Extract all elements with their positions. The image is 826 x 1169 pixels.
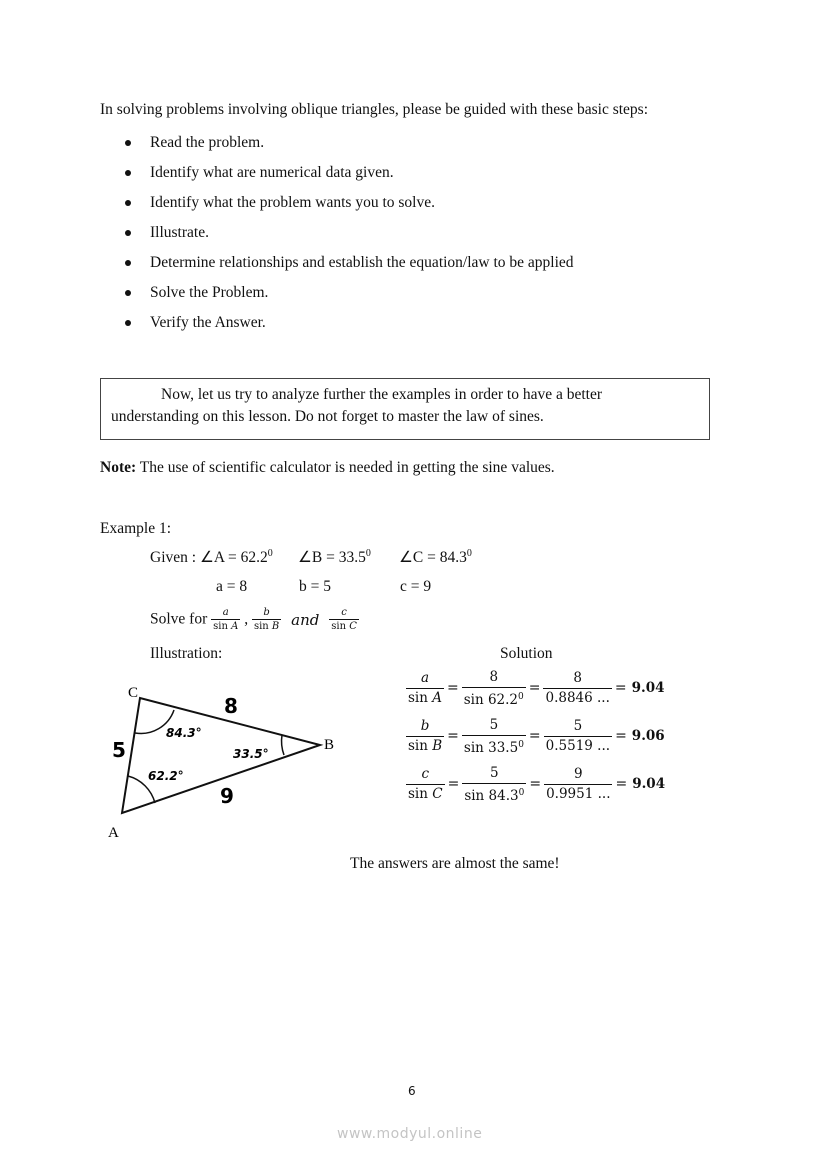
- angle-c-given: ∠C = $84.3^0$: [399, 548, 472, 566]
- side-ab-label: 9: [220, 784, 234, 808]
- side-a-given: a = 8: [216, 578, 248, 595]
- note-label: Note:: [100, 459, 137, 476]
- fraction-a-sinA: $\frac{a}{\text{sin A}}$: [213, 607, 239, 632]
- angle-a-label: 62.2°: [148, 769, 184, 783]
- illustration-label: Illustration:: [150, 645, 223, 662]
- fraction-c-sinC: $\frac{c}{\text{sin C}}$: [331, 607, 357, 632]
- solution-block: [408, 664, 665, 808]
- page-number: 6: [408, 1084, 416, 1098]
- solution-heading: Solution: [500, 645, 553, 662]
- watermark: www.modyul.online: [337, 1126, 483, 1142]
- steps-list: [100, 131, 574, 341]
- list-item: Verify the Answer.: [100, 311, 574, 341]
- list-item: Illustrate.: [100, 221, 574, 251]
- answer-value: 9.06: [631, 728, 665, 744]
- angle-a-value: ∠A = 62.2: [199, 549, 268, 566]
- list-item: Solve the Problem.: [100, 281, 574, 311]
- list-item: Read the problem.: [100, 131, 574, 161]
- list-item: Identify what the problem wants you to solve.: [100, 191, 574, 221]
- bullet-icon: [125, 230, 131, 236]
- solution-row: $\frac{c}{\text{sin C}}$ = $\frac{5}{\sin 84.3^0}$ = $\frac{9}{0.9951 ...}$ = 9.04: [408, 764, 666, 804]
- callout-line-1: Now, let us try to analyze further the examples in order to have a better: [161, 386, 603, 403]
- triangle-illustration: [100, 675, 340, 845]
- note-text: The use of scientific calculator is needed in getting the sine values.: [136, 459, 555, 476]
- angle-b-label: 33.5°: [233, 747, 269, 761]
- list-item: Identify what are numerical data given.: [100, 161, 574, 191]
- bullet-icon: [125, 290, 131, 296]
- side-c-given: c = 9: [400, 578, 432, 595]
- solution-row: $\frac{b}{\text{sin B}}$ = $\frac{5}{\sin 33.5^0}$ = $\frac{5}{0.5519 ...}$ = 9.06: [408, 716, 665, 756]
- vertex-b-label: B: [324, 737, 335, 753]
- bullet-icon: [125, 170, 131, 176]
- angle-b-given: ∠B = $33.5^0$: [298, 548, 371, 566]
- note-paragraph: [100, 459, 555, 477]
- answer-value: 9.04: [631, 680, 665, 696]
- callout-line-2: understanding on this lesson. Do not forget to master the law of sines.: [111, 408, 544, 425]
- side-ca-label: 5: [112, 738, 126, 762]
- callout-box: [100, 378, 710, 440]
- example-title: Example 1:: [100, 520, 172, 537]
- bullet-icon: [125, 200, 131, 206]
- bullet-icon: [125, 320, 131, 326]
- bullet-icon: [125, 140, 131, 146]
- given-angles: Given : ∠A = $62.2^0$: [150, 548, 273, 566]
- intro-paragraph: In solving problems involving oblique triangles, please be guided with these basic steps:: [100, 101, 649, 118]
- list-item: Determine relationships and establish the equation/law to be applied: [100, 251, 574, 281]
- side-cb-label: 8: [224, 694, 238, 718]
- bullet-icon: [125, 260, 131, 266]
- solution-row: $\frac{a}{\text{sin A}}$ = $\frac{8}{\sin 62.2^0}$ = $\frac{8}{0.8846 ...}$ = 9.04: [408, 668, 665, 708]
- vertex-c-label: C: [128, 685, 139, 701]
- angle-c-label: 84.3°: [166, 726, 202, 740]
- answer-value: 9.04: [632, 776, 666, 792]
- closing-remark: The answers are almost the same!: [350, 855, 560, 872]
- vertex-a-label: A: [108, 825, 119, 841]
- fraction-b-sinB: $\frac{b}{\text{sin B}}$: [253, 607, 280, 632]
- solve-for-line: Solve for $\frac{a}{\text{sin A}}$ , $\frac{b}{\text{sin B}}$ and $\frac{c}{\text{sin C}}$: [150, 607, 357, 632]
- side-b-given: b = 5: [299, 578, 331, 595]
